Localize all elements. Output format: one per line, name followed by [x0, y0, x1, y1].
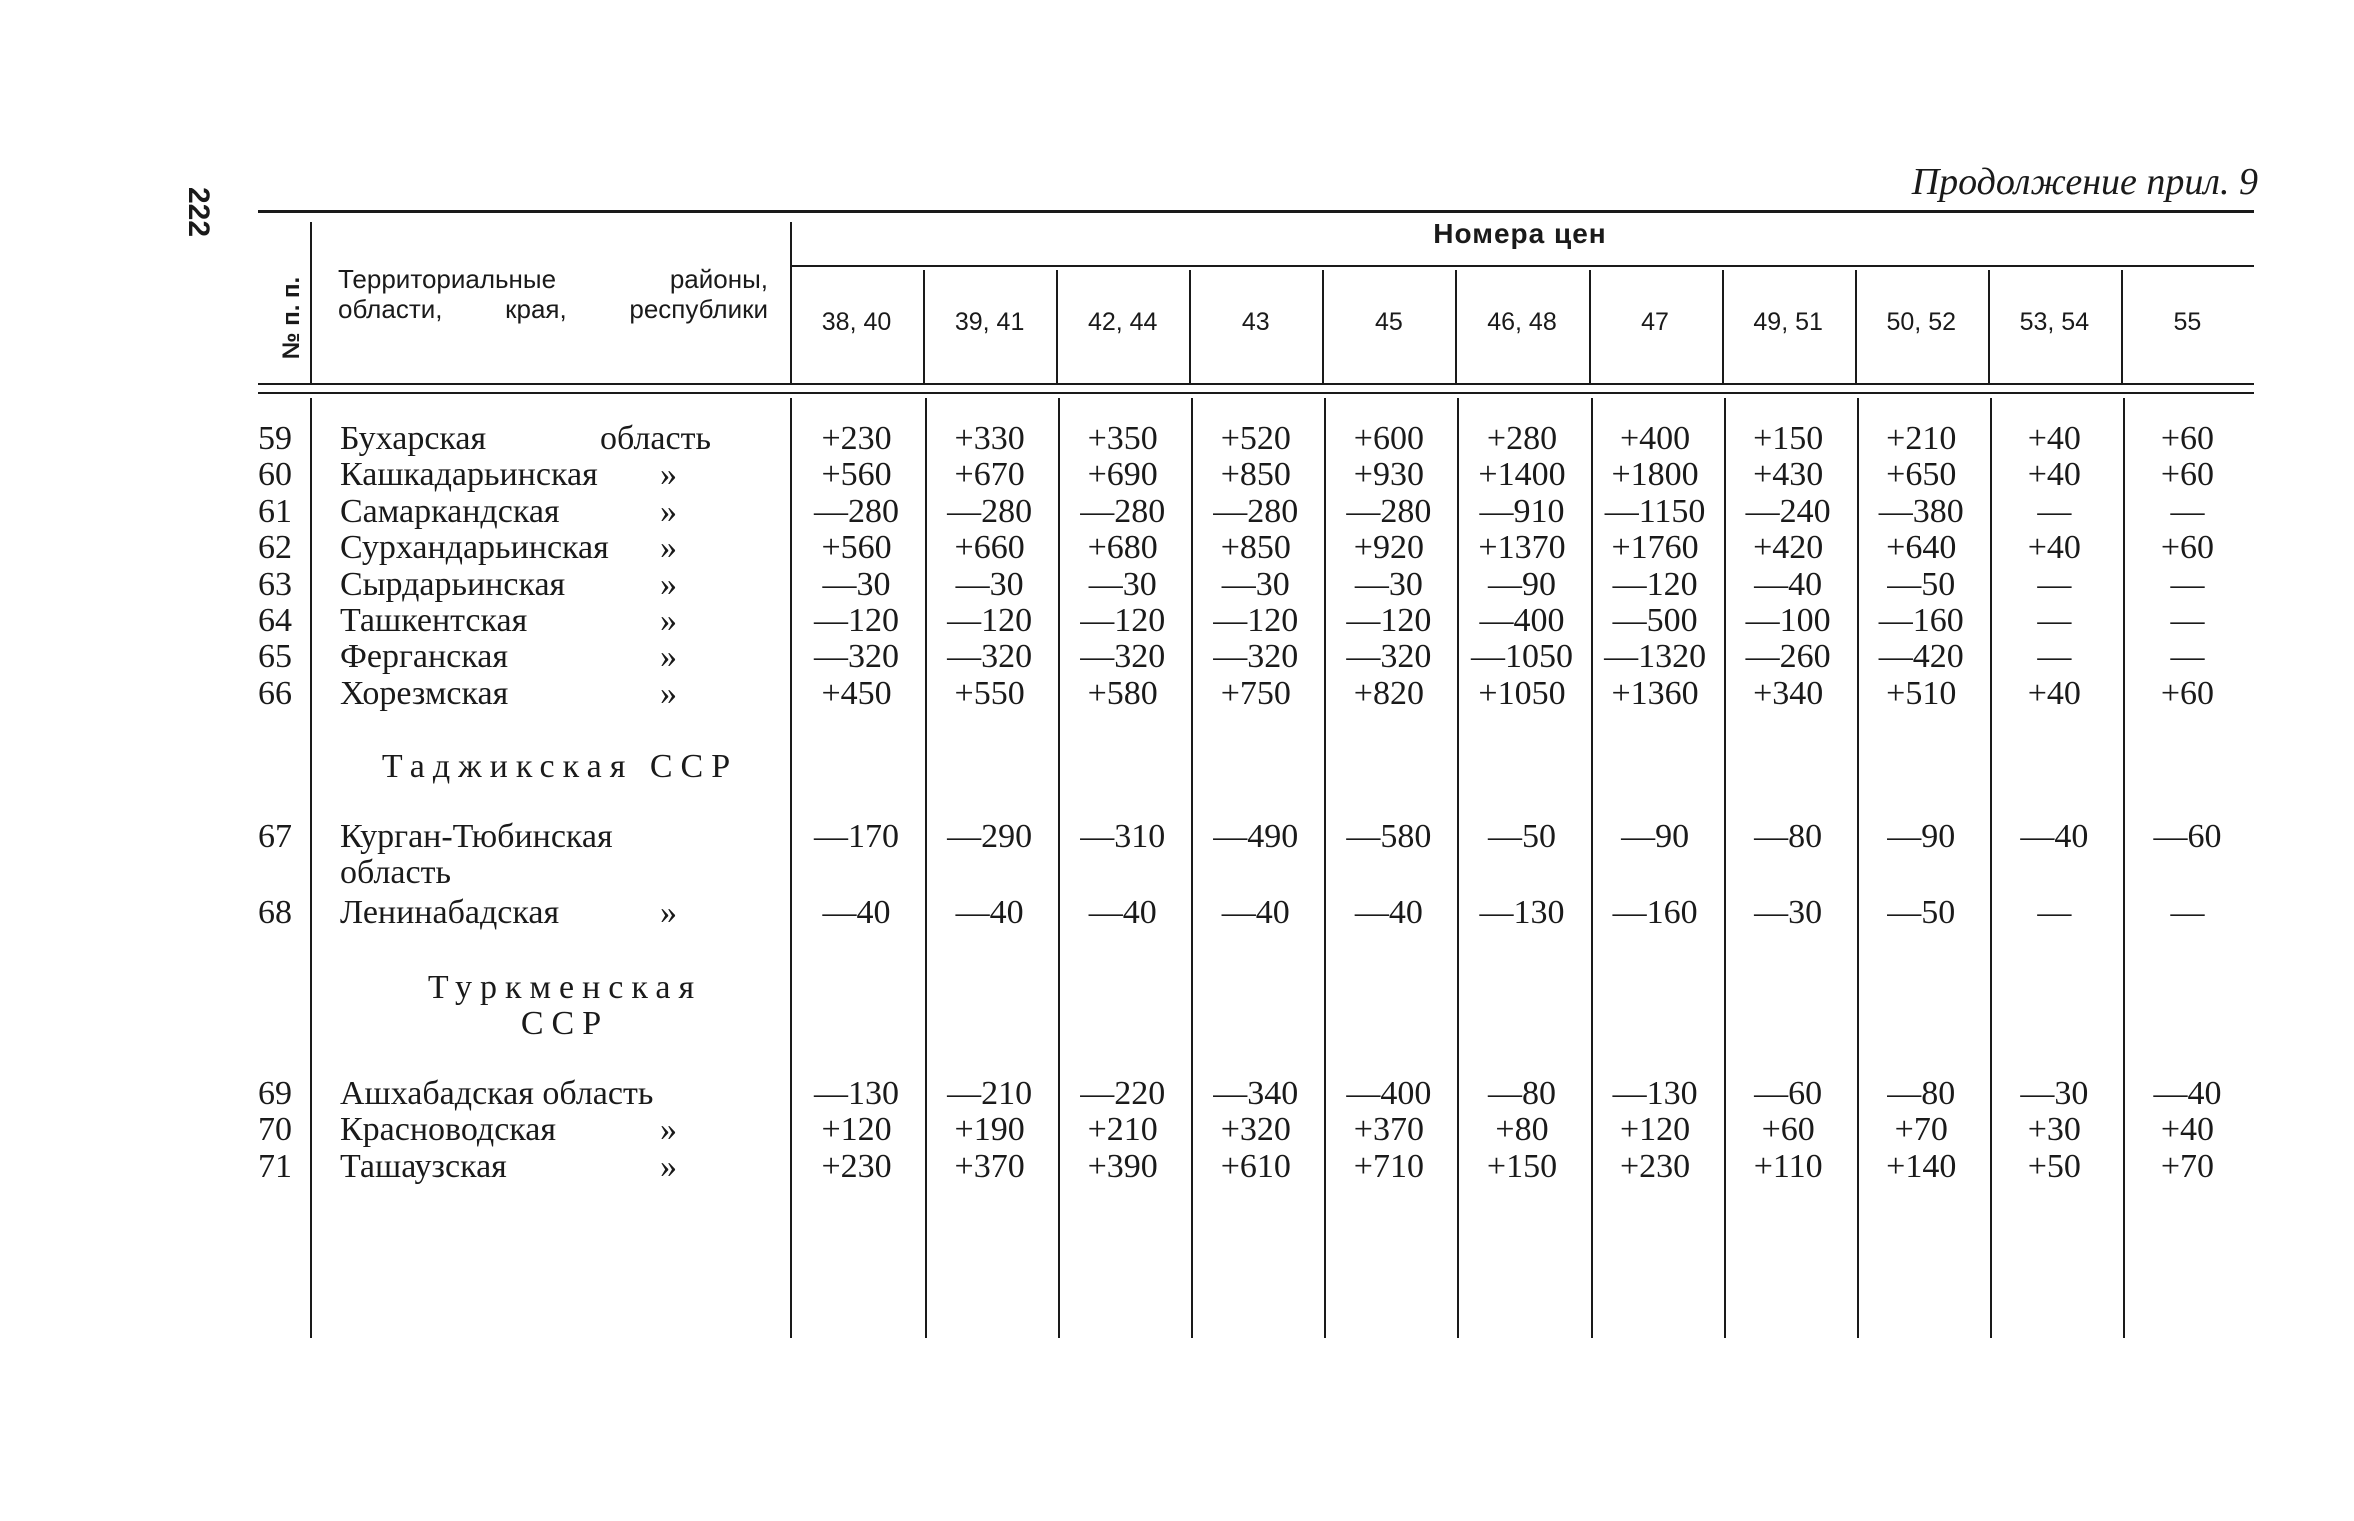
table-cell: +60 — [2160, 420, 2215, 457]
table-cell: +680 — [1087, 529, 1158, 567]
table-cell: —320 — [1213, 638, 1299, 676]
table-cell: +390 — [1087, 1147, 1158, 1185]
region-name: Красноводская — [340, 1111, 557, 1149]
header-num-label: № п. п. — [278, 276, 306, 360]
table-cell: +40 — [2027, 529, 2081, 567]
table-cell: +420 — [1753, 529, 1824, 567]
region-suffix: » — [660, 1147, 677, 1185]
region-suffix: » — [660, 456, 677, 494]
column-header: 38, 40 — [821, 308, 892, 336]
table-cell: +210 — [1886, 420, 1957, 457]
table-cell: —910 — [1479, 492, 1565, 530]
table-cell: —80 — [1487, 1075, 1556, 1112]
row-number: 60 — [258, 456, 292, 494]
table-cell: —260 — [1745, 638, 1831, 676]
table-cell: +30 — [2027, 1111, 2081, 1149]
row-number: 61 — [258, 492, 292, 530]
table-cell: —30 — [955, 565, 1024, 603]
table-cell: —280 — [1346, 492, 1432, 530]
table-cell: +610 — [1220, 1147, 1291, 1185]
table-cell: +520 — [1220, 420, 1291, 457]
region-name: Самаркандская — [340, 492, 560, 530]
row-number: 62 — [258, 529, 292, 567]
row-number: 65 — [258, 638, 292, 676]
table-cell: +600 — [1353, 420, 1424, 457]
table-cell: +370 — [954, 1147, 1025, 1185]
table-cell: —30 — [2020, 1075, 2089, 1112]
table-cell: +510 — [1886, 674, 1957, 712]
table-cell: —60 — [1754, 1075, 1823, 1112]
column-header: 47 — [1641, 308, 1669, 336]
table-cell: +230 — [1619, 1147, 1691, 1185]
page-number: 222 — [182, 186, 215, 238]
region-name: Ташкентская — [340, 602, 528, 639]
table-cell: —280 — [1080, 492, 1166, 530]
region-suffix: » — [660, 602, 677, 639]
table-cell: —40 — [2153, 1075, 2222, 1112]
table-cell: +120 — [821, 1111, 892, 1149]
table-cell: —220 — [1080, 1075, 1166, 1112]
body-top-rule — [258, 392, 2254, 394]
column-header: 39, 41 — [954, 308, 1025, 336]
table-cell: +400 — [1619, 420, 1691, 457]
row-number: 70 — [258, 1111, 292, 1149]
table-cell: — — [2170, 492, 2205, 530]
column-header: 55 — [2173, 308, 2202, 336]
region-suffix: » — [660, 894, 677, 931]
table-cell: +40 — [2027, 420, 2081, 457]
table-cell: +40 — [2027, 456, 2081, 494]
region-name: Ленинабадская — [340, 894, 560, 931]
table-cell: —280 — [1213, 492, 1299, 530]
region-suffix: » — [660, 529, 677, 567]
table-cell: —120 — [947, 602, 1033, 639]
table-cell: +60 — [1761, 1111, 1815, 1149]
table-cell: +150 — [1753, 420, 1824, 457]
table-cell: +210 — [1087, 1111, 1158, 1149]
row-number: 64 — [258, 602, 292, 639]
table-cell: +330 — [954, 420, 1025, 457]
table-cell: —290 — [947, 818, 1033, 855]
table-cell: +1760 — [1611, 529, 1699, 567]
table-cell: —80 — [1887, 1075, 1956, 1112]
table-cell: +690 — [1087, 456, 1158, 494]
table-cell: +190 — [954, 1111, 1025, 1149]
table-cell: +930 — [1353, 456, 1424, 494]
table-cell: —490 — [1213, 818, 1299, 855]
header-region: Территориальные районы, области, края, республики — [338, 264, 768, 324]
table-cell: —40 — [1221, 894, 1290, 931]
table-cell: — — [2170, 638, 2205, 676]
table-cell: +60 — [2160, 529, 2215, 567]
table-cell: — — [2170, 894, 2205, 931]
table-cell: +350 — [1087, 420, 1158, 457]
table-cell: +1800 — [1611, 456, 1699, 494]
table-cell: +820 — [1353, 674, 1424, 712]
region-name: Сырдарьинская — [340, 565, 566, 603]
table-cell: —210 — [947, 1075, 1033, 1112]
table-cell: —280 — [814, 492, 900, 530]
table-cell: +710 — [1353, 1147, 1424, 1185]
table-cell: +850 — [1220, 529, 1291, 567]
table-cell: —40 — [955, 894, 1024, 931]
table-cell: —320 — [814, 638, 900, 676]
table-cell: —120 — [1346, 602, 1432, 639]
table-cell: —50 — [1887, 894, 1956, 931]
table-cell: —500 — [1612, 602, 1698, 639]
row-number: 63 — [258, 565, 292, 603]
table-cell: —320 — [1080, 638, 1166, 676]
table-cell: —40 — [1354, 894, 1423, 931]
column-header: 50, 52 — [1886, 308, 1957, 336]
table-cell: +280 — [1486, 420, 1558, 457]
header-group: Номера цен — [1433, 218, 1607, 249]
table-cell: +850 — [1220, 456, 1291, 494]
table-cell: — — [2037, 492, 2072, 530]
row-number: 66 — [258, 674, 292, 712]
region-name: Ташаузская — [340, 1147, 507, 1185]
table-cell: —400 — [1346, 1075, 1432, 1112]
table-cell: —400 — [1479, 602, 1565, 639]
table-cell: — — [2037, 894, 2072, 931]
header-bottom-rule — [258, 383, 2254, 385]
table-cell: +430 — [1753, 456, 1824, 494]
column-header: 46, 48 — [1487, 308, 1557, 336]
table-cell: +580 — [1087, 674, 1158, 712]
table-cell: —90 — [1487, 565, 1556, 603]
table-cell: +50 — [2027, 1147, 2081, 1185]
region-name: Ферганская — [340, 638, 509, 676]
table-cell: —40 — [1754, 565, 1823, 603]
table-cell: +370 — [1353, 1111, 1424, 1149]
table-cell: —1150 — [1604, 492, 1706, 530]
table-cell: +1370 — [1478, 529, 1566, 567]
column-header: 49, 51 — [1753, 308, 1823, 336]
table-cell: —160 — [1612, 894, 1698, 931]
table-caption: Продолжение прил. 9 — [1911, 161, 2258, 203]
section-title: Таджикская ССР — [381, 748, 739, 785]
table-cell: —30 — [1221, 565, 1290, 603]
region-suffix: область — [600, 420, 711, 457]
table-cell: +450 — [821, 674, 892, 712]
region-name: Сурхандарьинская — [340, 529, 609, 567]
table-cell: +60 — [2160, 456, 2215, 494]
table-cell: —120 — [1612, 565, 1698, 603]
row-number: 69 — [258, 1075, 292, 1112]
table-cell: — — [2037, 638, 2072, 676]
table-cell: — — [2170, 565, 2205, 603]
table-cell: —30 — [1088, 565, 1157, 603]
table-cell: —60 — [2153, 818, 2222, 855]
table-cell: —130 — [1479, 894, 1565, 931]
table-cell: —100 — [1745, 602, 1831, 639]
table-cell: +320 — [1220, 1111, 1291, 1149]
table-cell: +120 — [1619, 1111, 1691, 1149]
table-cell: — — [2037, 565, 2072, 603]
column-header: 43 — [1241, 308, 1270, 336]
region-suffix: » — [660, 674, 677, 712]
table-cell: —80 — [1754, 818, 1823, 855]
table-cell: —120 — [814, 602, 900, 639]
column-rule-header — [790, 222, 792, 383]
table-cell: — — [2037, 602, 2072, 639]
table-cell: —120 — [1080, 602, 1166, 639]
region-name-cont: область — [340, 854, 451, 892]
table-cell: —30 — [1754, 894, 1823, 931]
table-cell: +60 — [2160, 674, 2215, 712]
region-suffix: » — [660, 1111, 677, 1149]
table-cell: +650 — [1886, 456, 1957, 494]
table-cell: —320 — [1346, 638, 1432, 676]
row-number: 68 — [258, 894, 292, 931]
table-cell: —1320 — [1604, 638, 1707, 676]
region-suffix: » — [660, 638, 677, 676]
table-cell: +670 — [954, 456, 1025, 494]
table-cell: —320 — [947, 638, 1033, 676]
region-suffix: » — [660, 492, 677, 530]
section-title: Туркменская ССР — [427, 969, 703, 1042]
table-cell: +550 — [954, 674, 1025, 712]
table-cell: —160 — [1878, 602, 1964, 639]
table-cell: —50 — [1487, 818, 1556, 855]
table-cell: —30 — [822, 565, 891, 603]
region-name: Курган-Тюбинская — [340, 818, 613, 855]
table-cell: +920 — [1353, 529, 1424, 567]
column-header: 53, 54 — [2019, 308, 2090, 336]
table-cell: +560 — [821, 529, 892, 567]
table-cell: —30 — [1354, 565, 1423, 603]
table-cell: +1360 — [1611, 674, 1699, 712]
group-rule — [790, 265, 2254, 267]
column-rule-header — [310, 222, 312, 383]
table-cell: —90 — [1887, 818, 1956, 855]
table-cell: —280 — [947, 492, 1033, 530]
region-name: Бухарская — [340, 420, 487, 457]
table-cell: —340 — [1213, 1075, 1299, 1112]
table-cell: —1050 — [1470, 638, 1573, 676]
header-num — [262, 258, 322, 378]
row-number: 71 — [258, 1147, 292, 1185]
top-rule — [258, 210, 2254, 213]
table-cell: — — [2170, 602, 2205, 639]
table-cell: —420 — [1878, 638, 1964, 676]
table-cell: —380 — [1878, 492, 1964, 530]
table-cell: —120 — [1213, 602, 1299, 639]
table-cell: —50 — [1887, 565, 1956, 603]
table-cell: +230 — [821, 420, 892, 457]
column-rule-body — [310, 398, 312, 1338]
table-cell: +150 — [1486, 1147, 1558, 1185]
table-cell: +70 — [1894, 1111, 1948, 1149]
table-cell: —240 — [1745, 492, 1831, 530]
table-cell: —580 — [1346, 818, 1432, 855]
table-cell: —310 — [1080, 818, 1166, 855]
table-cell: +1050 — [1478, 674, 1566, 712]
table-cell: +80 — [1495, 1111, 1549, 1149]
table-cell: +140 — [1886, 1147, 1957, 1185]
column-header: 45 — [1374, 308, 1403, 336]
table-cell: +1400 — [1478, 456, 1566, 494]
table-cell: —130 — [814, 1075, 900, 1112]
table-cell: —40 — [822, 894, 891, 931]
region-name: Хорезмская — [340, 674, 509, 712]
table-cell: —130 — [1612, 1075, 1698, 1112]
table-cell: +640 — [1886, 529, 1957, 567]
table-cell: —40 — [2020, 818, 2089, 855]
region-suffix: » — [660, 565, 677, 603]
table-cell: +40 — [2027, 674, 2081, 712]
row-number: 67 — [258, 818, 292, 855]
table-cell: +230 — [821, 1147, 892, 1185]
table-cell: +40 — [2160, 1111, 2215, 1149]
table-cell: +110 — [1753, 1147, 1823, 1185]
table-cell: +750 — [1220, 674, 1291, 712]
table-cell: +660 — [954, 529, 1025, 567]
table-cell: +70 — [2160, 1147, 2215, 1185]
row-number: 59 — [258, 420, 292, 457]
table-cell: —170 — [814, 818, 900, 855]
region-name: Кашкадарьинская — [340, 456, 598, 494]
table-cell: —40 — [1088, 894, 1157, 931]
table-cell: —90 — [1621, 818, 1690, 855]
table-cell: +560 — [821, 456, 892, 494]
table-cell: +340 — [1753, 674, 1824, 712]
column-header: 42, 44 — [1087, 308, 1158, 336]
region-name: Ашхабадская область — [340, 1075, 654, 1112]
